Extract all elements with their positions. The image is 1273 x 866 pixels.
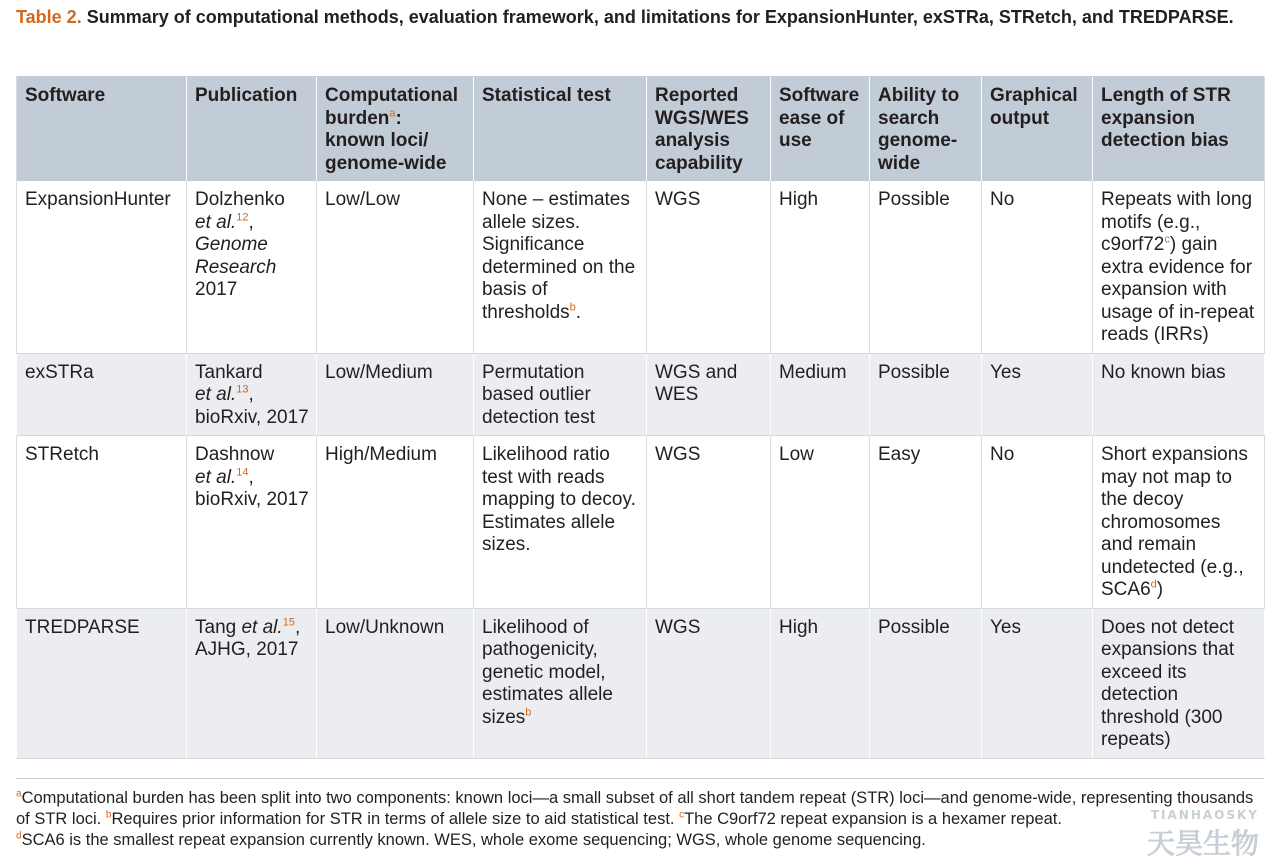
footnote-d: SCA6 is the smallest repeat expansion currently known. WES, whole exome sequencing; WGS, whole genome sequencing. xyxy=(21,831,926,849)
cell-statistical-test: None – estimates allele sizes. Significance determined on the basis of thresholds$^b$. xyxy=(474,181,647,353)
cell-analysis: WGS xyxy=(647,181,771,353)
footnote-c: The C9orf72 repeat expansion is a hexamer repeat. xyxy=(684,810,1062,828)
table-footnotes xyxy=(16,788,1266,851)
cell-statistical-test: Likelihood of pathogenicity, genetic model, estimates allele sizes$^b$ xyxy=(474,608,647,758)
cell-publication: Dolzhenko et al.$^{12}$, Genome Research 2017 xyxy=(187,181,317,353)
cell-search: Possible xyxy=(870,181,982,353)
col-header-search-genome: Ability to search genome-wide xyxy=(870,77,982,181)
footnote-b: Requires prior information for STR in terms of allele size to aid statistical test. xyxy=(111,810,675,828)
cell-statistical-test: Permutation based outlier detection test xyxy=(474,353,647,436)
cell-length-bias: Repeats with long motifs (e.g., c9orf72$^c$) gain extra evidence for expansion with usage of in-repeat reads (IRRs) xyxy=(1093,181,1265,353)
col-header-burden: Computational burden$^a$: known loci/ genome-wide xyxy=(317,77,474,181)
col-header-software: Software xyxy=(17,77,187,181)
table-row xyxy=(17,181,1265,353)
cell-publication: Tankard et al.$^{13}$, bioRxiv, 2017 xyxy=(187,353,317,436)
cell-software: STRetch xyxy=(17,436,187,609)
footnote-mark-b: b xyxy=(105,809,112,821)
caption-label: Table 2. xyxy=(16,7,82,27)
cell-software: TREDPARSE xyxy=(17,608,187,758)
cell-analysis: WGS xyxy=(647,608,771,758)
footnote-mark-c: c xyxy=(679,809,685,821)
table-row xyxy=(17,608,1265,758)
col-header-reported-analysis: Reported WGS/WES analysis capability xyxy=(647,77,771,181)
cell-software: exSTRa xyxy=(17,353,187,436)
caption-text: Summary of computational methods, evaluation framework, and limitations for ExpansionHunter, exSTRa, STRetch, and TREDPARSE. xyxy=(86,7,1234,27)
cell-graphical: No xyxy=(982,436,1093,609)
header-row xyxy=(17,77,1265,181)
cell-software: ExpansionHunter xyxy=(17,181,187,353)
cell-search: Possible xyxy=(870,353,982,436)
cell-length-bias: No known bias xyxy=(1093,353,1265,436)
footnote-a: Computational burden has been split into two components: known loci—a small subset of all short tandem repeat (STR) loci—and genome-wide, representing thousands of STR loci. xyxy=(16,789,1254,828)
cell-search: Easy xyxy=(870,436,982,609)
cell-burden: Low/Unknown xyxy=(317,608,474,758)
bottom-rule xyxy=(16,778,1264,779)
cell-graphical: Yes xyxy=(982,353,1093,436)
cell-length-bias: Does not detect expansions that exceed its detection threshold (300 repeats) xyxy=(1093,608,1265,758)
table-row xyxy=(17,436,1265,609)
watermark-logo: TIANHAOSKY 天昊生物 xyxy=(1146,808,1259,860)
cell-burden: Low/Low xyxy=(317,181,474,353)
cell-burden: High/Medium xyxy=(317,436,474,609)
cell-analysis: WGS and WES xyxy=(647,353,771,436)
cell-ease: High xyxy=(771,608,870,758)
footnote-ref-a: a xyxy=(389,107,396,120)
cell-burden: Low/Medium xyxy=(317,353,474,436)
footnote-mark-a: a xyxy=(16,788,22,800)
table-caption xyxy=(16,6,1261,29)
cell-publication: Dashnow et al.$^{14}$, bioRxiv, 2017 xyxy=(187,436,317,609)
col-header-statistical-test: Statistical test xyxy=(474,77,647,181)
cell-graphical: Yes xyxy=(982,608,1093,758)
summary-table xyxy=(16,77,1265,759)
cell-ease: High xyxy=(771,181,870,353)
col-header-graphical-output: Graphical output xyxy=(982,77,1093,181)
col-header-length-bias: Length of STR expansion detection bias xyxy=(1093,77,1265,181)
cell-length-bias: Short expansions may not map to the decoy chromosomes and remain undetected (e.g., SCA6$^d$) xyxy=(1093,436,1265,609)
cell-statistical-test: Likelihood ratio test with reads mapping to decoy. Estimates allele sizes. xyxy=(474,436,647,609)
table-row xyxy=(17,353,1265,436)
cell-search: Possible xyxy=(870,608,982,758)
cell-analysis: WGS xyxy=(647,436,771,609)
cell-ease: Low xyxy=(771,436,870,609)
cell-publication: Tang et al.$^{15}$, AJHG, 2017 xyxy=(187,608,317,758)
cell-ease: Medium xyxy=(771,353,870,436)
col-header-publication: Publication xyxy=(187,77,317,181)
col-header-ease-of-use: Software ease of use xyxy=(771,77,870,181)
footnote-mark-d: d xyxy=(16,830,22,842)
cell-graphical: No xyxy=(982,181,1093,353)
